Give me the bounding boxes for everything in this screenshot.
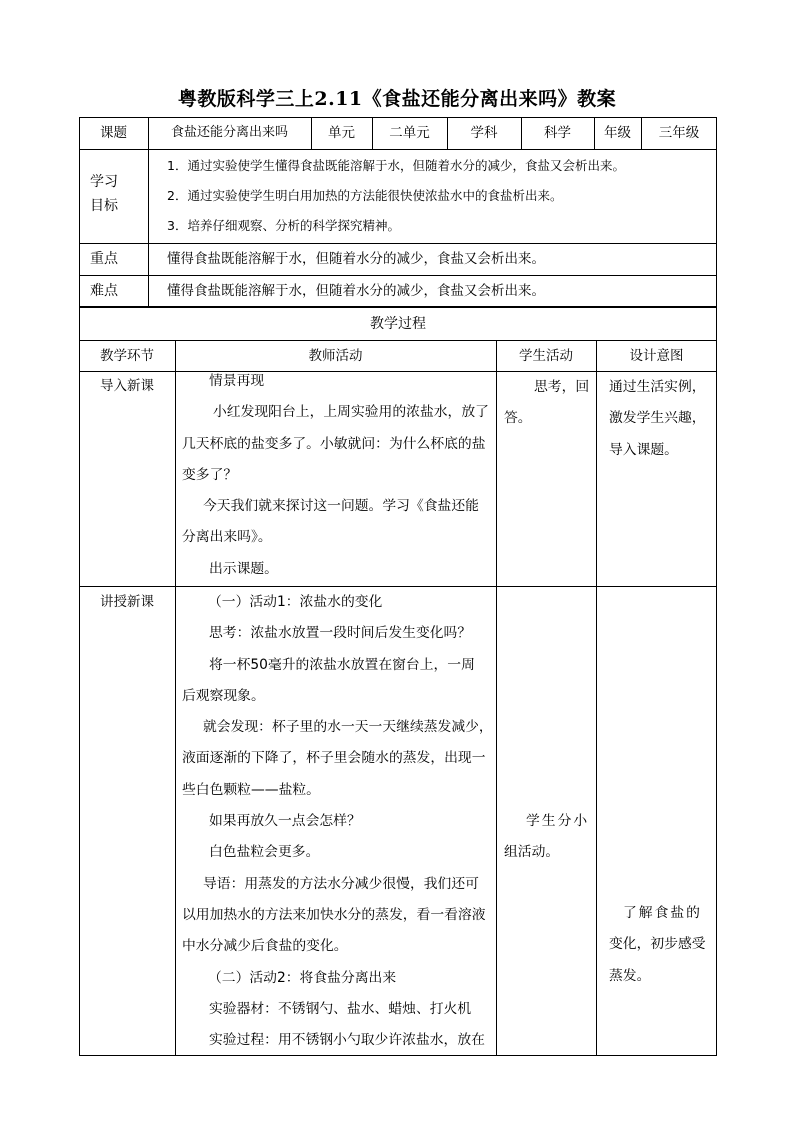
design-intent-intro [596, 372, 717, 466]
column-header-stage: 教学环节 [100, 347, 154, 364]
objective-item: 1．通过实验使学生懂得食盐既能溶解于水，但随着水分的减少，食盐又会析出来。 [167, 158, 625, 173]
objectives-list [148, 151, 717, 241]
stage-intro: 导入新课 [100, 378, 154, 394]
text-line: 出示课题。 [209, 560, 278, 577]
unit-value: 二单元 [389, 125, 430, 141]
subject-value: 科学 [544, 125, 571, 141]
text-line: 些白色颗粒——盐粒。 [182, 781, 320, 798]
text-line: （一）活动1：浓盐水的变化 [208, 594, 383, 610]
text-line: 中水分减少后食盐的变化。 [182, 938, 348, 955]
topic-value: 食盐还能分离出来吗 [170, 125, 288, 140]
text-line: 后观察现象。 [182, 687, 265, 704]
objective-item: 3．培养仔细观察、分析的科学探究精神。 [167, 218, 400, 233]
subject-label: 学科 [470, 125, 498, 141]
text-line: 如果再放久一点会怎样？ [209, 813, 361, 830]
column-header-teacher: 教师活动 [308, 347, 363, 364]
text-line: 答。 [504, 410, 532, 427]
stage-new-lesson: 讲授新课 [100, 594, 154, 610]
text-line: 情景再现 [209, 373, 265, 389]
teacher-activity-intro [175, 366, 496, 585]
topic-label: 课题 [100, 125, 127, 141]
difficulty-label: 难点 [90, 283, 118, 299]
text-line: 导入课题。 [609, 441, 678, 458]
unit-label: 单元 [328, 125, 355, 141]
text-line: 将一杯50毫升的浓盐水放置在窗台上，一周 [209, 656, 475, 673]
text-line: 组活动。 [504, 844, 560, 861]
objectives-label [79, 149, 148, 243]
objectives-label-line2: 目标 [90, 198, 118, 214]
column-header-intent: 设计意图 [629, 347, 684, 364]
text-line: 导语：用蒸发的方法水分减少很慢，我们还可 [203, 875, 479, 892]
text-line: 变多了？ [182, 466, 238, 483]
text-line: 了解食盐的 [623, 905, 702, 921]
objective-item: 2．通过实验使学生明白用加热的方法能很快使浓盐水中的食盐析出来。 [167, 188, 563, 203]
text-line: 就会发现：杯子里的水一天一天继续蒸发减少， [203, 719, 493, 736]
text-line: 液面逐渐的下降了，杯子里会随水的蒸发，出现一 [182, 750, 486, 767]
text-line: 实验器材：不锈钢勺、盐水、蜡烛、打火机 [209, 1000, 472, 1017]
text-line: 小红发现阳台上，上周实验用的浓盐水，放了 [213, 404, 489, 421]
process-header: 教学过程 [370, 315, 426, 332]
text-line: （二）活动2：将食盐分离出来 [208, 969, 397, 986]
page-title: 粤教版科学三上2.11《食盐还能分离出来吗》教案 [177, 88, 617, 110]
key-point-text: 懂得食盐既能溶解于水，但随着水分的减少，食盐又会析出来。 [167, 251, 545, 267]
text-line: 思考，回 [534, 379, 590, 395]
text-line: 实验过程：用不锈钢小勺取少许浓盐水，放在 [209, 1032, 485, 1049]
key-point-label: 重点 [90, 251, 118, 267]
objectives-label-line1: 学习 [90, 174, 118, 190]
text-line: 学生分小 [526, 813, 590, 829]
text-line: 今天我们就来探讨这一问题。学习《食盐还能 [203, 498, 479, 515]
text-line: 白色盐粒会更多。 [209, 844, 320, 861]
grade-value: 三年级 [658, 125, 700, 141]
text-line: 变化，初步感受 [609, 936, 706, 953]
difficulty-text: 懂得食盐既能溶解于水，但随着水分的减少，食盐又会析出来。 [167, 283, 545, 299]
student-activity-intro [496, 372, 596, 435]
text-line: 几天杯底的盐变多了。小敏就问：为什么杯底的盐 [182, 435, 486, 452]
text-line: 激发学生兴趣， [609, 410, 706, 427]
teacher-activity-new-lesson [175, 587, 496, 1056]
text-line: 通过生活实例， [609, 379, 706, 395]
text-line: 以用加热水的方法来加快水分的蒸发，看一看溶液 [182, 906, 486, 923]
design-intent-new-lesson [596, 898, 717, 992]
grade-label: 年级 [604, 125, 631, 141]
text-line: 蒸发。 [609, 967, 651, 984]
text-line: 分离出来吗》。 [182, 529, 272, 546]
text-line: 思考：浓盐水放置一段时间后发生变化吗？ [209, 625, 472, 642]
column-header-student: 学生活动 [519, 347, 573, 364]
student-activity-new-lesson [496, 806, 596, 869]
